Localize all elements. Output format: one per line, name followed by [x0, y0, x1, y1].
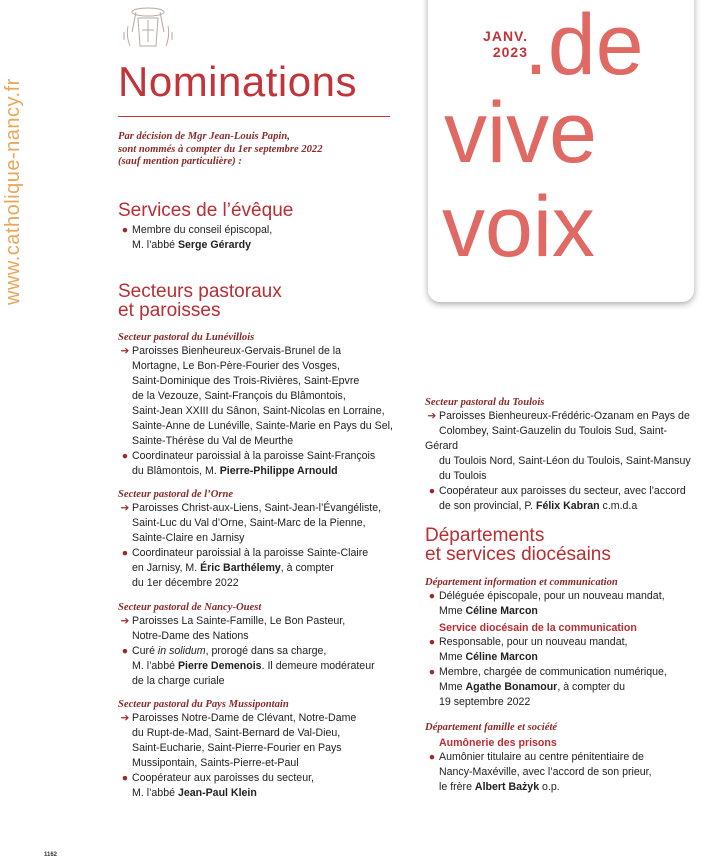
list-item	[118, 531, 408, 546]
sector-orne	[118, 488, 408, 591]
person-name: Serge Gérardy	[177, 239, 251, 251]
list-item	[118, 771, 408, 786]
list-item	[118, 614, 408, 629]
list-item	[118, 561, 408, 576]
item-text: Paroisses Notre-Dame de Clévant, Notre-Dame	[132, 712, 357, 724]
sector-mussipontain	[118, 698, 408, 801]
list-item	[425, 680, 700, 695]
list-item	[425, 469, 700, 484]
list-item	[118, 374, 408, 389]
section-title: et paroisses	[118, 300, 221, 321]
item-text: o.p.	[539, 781, 560, 793]
issue-month: JANV.	[483, 28, 528, 44]
sector-luneville	[118, 331, 408, 479]
bullet-icon: ●	[428, 666, 436, 678]
item-text: Mme	[439, 605, 466, 617]
item-text: Coopérateur aux paroisses du secteur,	[132, 772, 314, 784]
episcopal-crest-icon	[118, 2, 178, 54]
bullet-icon: ●	[428, 590, 436, 602]
list-item	[118, 359, 408, 374]
list-item	[425, 650, 700, 665]
page-title: Nominations	[118, 58, 357, 105]
section-title: Services de l’évêque	[118, 200, 294, 221]
dept-famille	[425, 721, 700, 795]
list-item	[118, 644, 408, 659]
item-text: , prorogé dans sa charge,	[205, 645, 327, 657]
list-item	[118, 434, 408, 449]
service-title: Aumônerie des prisons	[439, 737, 557, 749]
arrow-icon: ➔	[427, 410, 437, 422]
item-text: Mussipontain, Saints-Pierre-et-Paul	[132, 757, 299, 769]
list-item	[425, 589, 700, 604]
list-item	[425, 635, 700, 650]
item-text: Aumônier titulaire au centre pénitentiaire de	[439, 751, 644, 763]
list-item	[118, 786, 408, 801]
list-item	[425, 665, 700, 680]
list-item	[425, 454, 700, 469]
list-item	[118, 419, 408, 434]
person-name: Félix Kabran	[535, 500, 600, 512]
list-item	[425, 424, 700, 454]
item-text: Colombey, Saint-Gauzelin du Toulois Sud, Saint-Gérard	[425, 425, 668, 452]
list-item	[118, 546, 408, 561]
bullet-icon: ●	[428, 485, 436, 497]
item-text: Saint-Luc du Val d’Orne, Saint-Marc de la Pienne,	[132, 517, 366, 529]
arrow-icon: ➔	[120, 502, 130, 514]
item-text: Membre du conseil épiscopal,	[132, 224, 273, 236]
page-number: 1162	[44, 852, 58, 858]
item-text: M. l’abbé	[132, 787, 178, 799]
person-name: Agathe Bonamour	[465, 681, 558, 693]
list-item	[118, 756, 408, 771]
list-item	[425, 484, 700, 499]
item-text: M. l’abbé	[132, 660, 178, 672]
arrow-icon: ➔	[120, 345, 130, 357]
list-item	[118, 223, 408, 238]
issue-year: 2023	[492, 44, 528, 60]
list-item	[118, 464, 408, 479]
bullet-icon: ●	[428, 751, 436, 763]
item-text: Nancy-Maxéville, avec l’accord de son prieur,	[439, 766, 652, 778]
bullet-icon: ●	[121, 224, 129, 236]
sector-toulois	[425, 396, 700, 514]
list-item	[118, 726, 408, 741]
sector-title: Secteur pastoral du Lunévillois	[118, 332, 255, 343]
item-text: Paroisses La Sainte-Famille, Le Bon Pasteur,	[132, 615, 346, 627]
title-divider	[118, 116, 390, 117]
section-title: et services diocésains	[425, 544, 611, 565]
item-text: de son provincial, P.	[439, 500, 536, 512]
sector-title: Secteur pastoral de l’Orne	[118, 489, 234, 500]
item-text: . Il demeure modérateur	[261, 660, 375, 672]
bullet-icon: ●	[121, 547, 129, 559]
item-text: de la Vezouze, Saint-François du Blâmontois,	[132, 390, 346, 402]
sector-title: Secteur pastoral de Nancy-Ouest	[118, 602, 262, 613]
list-item	[118, 741, 408, 756]
magazine-logo	[428, 0, 694, 302]
website-url[interactable]: www.catholique-nancy.fr	[2, 78, 24, 306]
item-text: , à compter du	[557, 681, 626, 693]
sector-title: Secteur pastoral du Toulois	[425, 397, 545, 408]
item-text: Coordinateur paroissial à la paroisse Saint-François	[132, 450, 376, 462]
item-text: Paroisses Bienheureux-Frédéric-Ozanam en Pays de	[439, 410, 690, 422]
item-text: Sainte-Anne de Lunéville, Sainte-Marie en Pays du Sel,	[132, 420, 393, 432]
list-item	[118, 516, 408, 531]
list-item	[118, 344, 408, 359]
list-item	[425, 695, 700, 710]
services-section	[118, 201, 408, 253]
item-text: M. l’abbé	[132, 239, 178, 251]
item-text: Coopérateur aux paroisses du secteur, avec l’accord	[439, 485, 686, 497]
intro-line: sont nommés à compter du 1er septembre 2022	[118, 143, 323, 155]
list-item	[118, 389, 408, 404]
list-item	[118, 674, 408, 689]
item-text: le frère	[439, 781, 475, 793]
item-text: Mortagne, Le Bon-Père-Fourier des Vosges,	[132, 360, 340, 372]
item-text: du Blâmontois, M.	[132, 465, 220, 477]
list-item	[118, 404, 408, 419]
item-text: Mme	[439, 651, 466, 663]
item-text: Sainte-Thérèse du Val de Meurthe	[132, 435, 294, 447]
list-item	[425, 499, 700, 514]
list-item	[118, 449, 408, 464]
item-text: Membre, chargée de communication numérique,	[439, 666, 667, 678]
secteurs-section	[118, 282, 408, 320]
intro-text	[118, 131, 408, 169]
issue-date	[458, 28, 528, 60]
sector-title: Département information et communication	[425, 577, 618, 588]
person-name: Éric Barthélemy	[200, 562, 281, 574]
item-text: Saint-Dominique des Trois-Rivières, Saint-Epvre	[132, 375, 360, 387]
item-text: du Toulois	[439, 470, 487, 482]
person-name: Céline Marcon	[465, 605, 538, 617]
item-text: c.m.d.a	[599, 500, 638, 512]
item-text: Mme	[439, 681, 466, 693]
person-name: Pierre Demenois	[177, 660, 262, 672]
logo-word-vive: vive	[444, 85, 597, 181]
list-item	[425, 604, 700, 619]
item-text: du Rupt-de-Mad, Saint-Bernard de Val-Dieu,	[132, 727, 341, 739]
item-text: Paroisses Bienheureux-Gervais-Brunel de la	[132, 345, 342, 357]
person-name: Jean-Paul Klein	[177, 787, 257, 799]
intro-line: Par décision de Mgr Jean-Louis Papin,	[118, 131, 290, 142]
section-title: Départements	[425, 525, 545, 546]
person-name: Pierre-Philippe Arnould	[219, 465, 338, 477]
person-name: Albert Bażyk	[474, 781, 540, 793]
item-text: Responsable, pour un nouveau mandat,	[439, 636, 628, 648]
item-text: , à compter	[280, 562, 334, 574]
list-item	[425, 780, 700, 795]
bullet-icon: ●	[428, 636, 436, 648]
item-text: de la charge curiale	[132, 675, 225, 687]
bullet-icon: ●	[121, 645, 129, 657]
latin-term: in solidum	[157, 645, 206, 657]
list-item	[118, 659, 408, 674]
list-item	[118, 629, 408, 644]
list-item	[425, 765, 700, 780]
item-text: Sainte-Claire en Jarnisy	[132, 532, 245, 544]
sector-title: Secteur pastoral du Pays Mussipontain	[118, 699, 289, 710]
item-text: Saint-Jean XXIII du Sânon, Saint-Nicolas en Lorraine,	[132, 405, 385, 417]
item-text: Déléguée épiscopale, pour un nouveau mandat,	[439, 590, 665, 602]
item-text: Coordinateur paroissial à la paroisse Sainte-Claire	[132, 547, 369, 559]
item-text: en Jarnisy, M.	[132, 562, 201, 574]
person-name: Céline Marcon	[465, 651, 538, 663]
departements-section	[425, 526, 700, 564]
arrow-icon: ➔	[120, 712, 130, 724]
item-text: 19 septembre 2022	[439, 696, 531, 708]
list-item	[118, 711, 408, 726]
item-text: Saint-Eucharie, Saint-Pierre-Fourier en Pays	[132, 742, 342, 754]
bullet-icon: ●	[121, 772, 129, 784]
arrow-icon: ➔	[120, 615, 130, 627]
sector-title: Département famille et société	[425, 722, 558, 733]
list-item	[118, 501, 408, 516]
item-text: Curé	[132, 645, 158, 657]
list-item	[425, 750, 700, 765]
logo-word-de: .de	[524, 0, 644, 93]
service-title: Service diocésain de la communication	[439, 622, 637, 634]
sector-nancy-ouest	[118, 601, 408, 689]
item-text: Paroisses Christ-aux-Liens, Saint-Jean-l’Évangéliste,	[132, 502, 382, 514]
list-item	[118, 238, 408, 253]
logo-word-voix: voix	[442, 179, 595, 275]
bullet-icon: ●	[121, 450, 129, 462]
dept-information	[425, 576, 700, 710]
item-text: du 1er décembre 2022	[132, 577, 239, 589]
list-item	[425, 409, 700, 424]
item-text: du Toulois Nord, Saint-Léon du Toulois, Saint-Mansuy	[439, 455, 691, 467]
intro-line: (sauf mention particulière) :	[118, 156, 242, 167]
item-text: Notre-Dame des Nations	[132, 630, 249, 642]
list-item	[118, 576, 408, 591]
section-title: Secteurs pastoraux	[118, 281, 282, 302]
